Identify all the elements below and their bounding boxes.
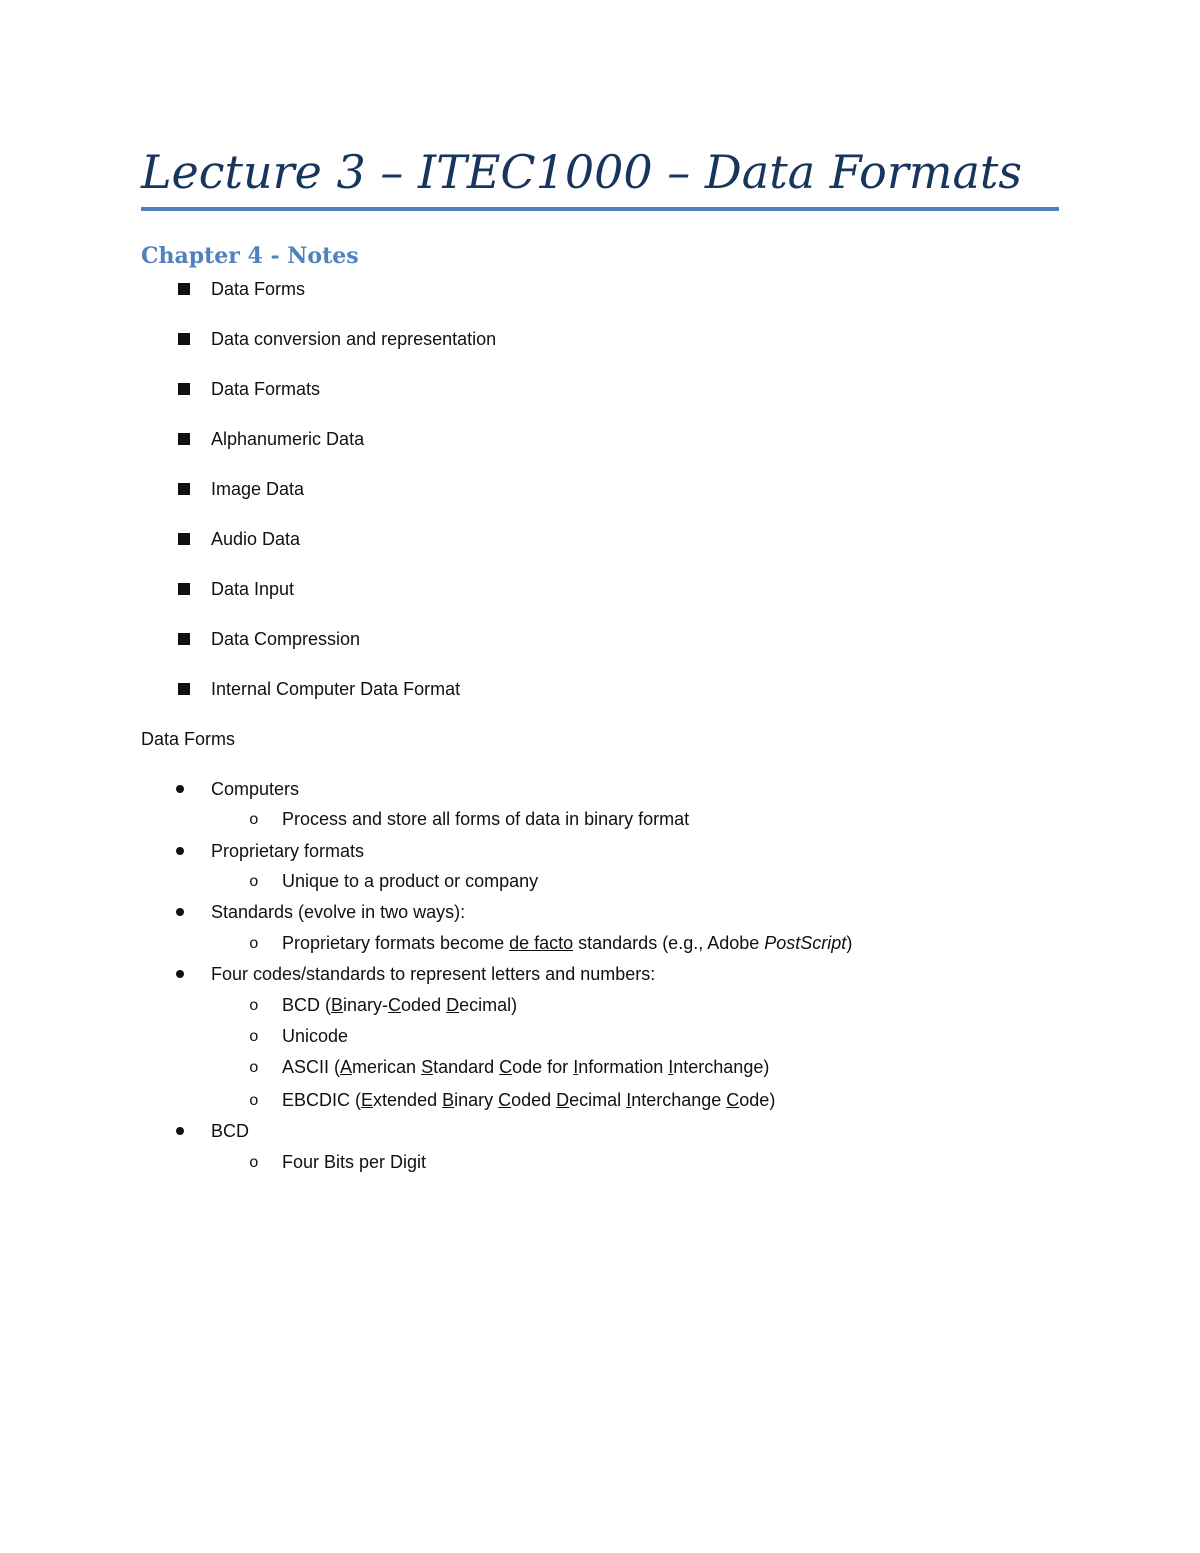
- bullet-label: Standards (evolve in two ways):: [211, 902, 466, 922]
- underlined-letter: C: [388, 995, 402, 1015]
- text-run: ASCII (: [282, 1057, 341, 1077]
- outline-item: [0, 375, 700, 405]
- square-bullet-icon: [178, 683, 190, 695]
- underlined-letter: C: [726, 1090, 740, 1110]
- sub-bullet-label: Unique to a product or company: [282, 871, 539, 891]
- outline-item-label: Data Forms: [211, 279, 306, 299]
- sub-bullet-item-unicode: [0, 1022, 1000, 1052]
- square-bullet-icon: [178, 533, 190, 545]
- sub-bullet-label: [282, 929, 852, 957]
- dot-bullet-icon: [176, 847, 184, 855]
- bullet-item-standards: [0, 898, 900, 928]
- outline-item: [0, 475, 700, 505]
- sub-bullet-item: [0, 929, 1000, 959]
- bullet-item-proprietary-formats: [0, 837, 900, 867]
- dot-bullet-icon: [176, 785, 184, 793]
- text-run: nterchange): [673, 1057, 770, 1077]
- text-run: oded: [511, 1090, 557, 1110]
- outline-item: [0, 675, 700, 705]
- italic-term: PostScript: [764, 933, 847, 953]
- underlined-letter: D: [556, 1090, 570, 1110]
- title-underline-rule: [141, 207, 1059, 211]
- outline-item: [0, 325, 700, 355]
- square-bullet-icon: [178, 433, 190, 445]
- sub-bullet-label: [282, 1086, 775, 1114]
- underlined-letter: B: [442, 1090, 455, 1110]
- circle-bullet-icon: o: [249, 1028, 259, 1046]
- text-run: tandard: [433, 1057, 500, 1077]
- outline-item: [0, 575, 700, 605]
- bullet-item-bcd: [0, 1117, 900, 1147]
- sub-bullet-item: [0, 1148, 1000, 1178]
- underlined-term: de facto: [509, 933, 574, 953]
- text-run: ode for: [512, 1057, 574, 1077]
- underlined-letter: A: [340, 1057, 353, 1077]
- dot-bullet-icon: [176, 908, 184, 916]
- text-run: nterchange: [631, 1090, 727, 1110]
- underlined-letter: D: [446, 995, 460, 1015]
- underlined-letter: C: [498, 1090, 512, 1110]
- bullet-item-four-codes: [0, 960, 900, 990]
- circle-bullet-icon: o: [249, 873, 259, 891]
- sub-bullet-item: [0, 805, 1000, 835]
- outline-item-label: Internal Computer Data Format: [211, 679, 461, 699]
- bullet-label: Computers: [211, 779, 300, 799]
- bullet-item-computers: [0, 775, 900, 805]
- text-run: merican: [352, 1057, 422, 1077]
- square-bullet-icon: [178, 333, 190, 345]
- square-bullet-icon: [178, 483, 190, 495]
- underlined-letter: C: [499, 1057, 513, 1077]
- outline-item: [0, 525, 700, 555]
- outline-item-label: Data conversion and representation: [211, 329, 497, 349]
- sub-bullet-item-bcd: [0, 991, 1000, 1021]
- text-run: standards (e.g., Adobe: [573, 933, 765, 953]
- text-run: inary: [454, 1090, 499, 1110]
- text-run: oded: [401, 995, 447, 1015]
- document-title: Lecture 3 – ITEC1000 – Data Formats: [141, 145, 1022, 199]
- outline-item: [0, 275, 700, 305]
- text-run: BCD (: [282, 995, 331, 1015]
- text-run: Proprietary formats become: [282, 933, 510, 953]
- circle-bullet-icon: o: [249, 935, 259, 953]
- sub-bullet-label: Four Bits per Digit: [282, 1152, 427, 1172]
- circle-bullet-icon: o: [249, 1154, 259, 1172]
- underlined-letter: I: [626, 1090, 632, 1110]
- outline-item-label: Data Formats: [211, 379, 321, 399]
- circle-bullet-icon: o: [249, 811, 259, 829]
- circle-bullet-icon: o: [249, 1092, 259, 1110]
- underlined-letter: I: [573, 1057, 579, 1077]
- text-run: xtended: [373, 1090, 443, 1110]
- section-heading-data-forms: Data Forms: [141, 729, 236, 749]
- outline-item: [0, 425, 700, 455]
- dot-bullet-icon: [176, 970, 184, 978]
- outline-item: [0, 625, 700, 655]
- chapter-heading: Chapter 4 - Notes: [141, 243, 359, 269]
- text-run: inary-: [343, 995, 389, 1015]
- outline-item-label: Data Compression: [211, 629, 361, 649]
- text-run: ): [846, 933, 853, 953]
- sub-bullet-item-ascii: [0, 1053, 1000, 1083]
- circle-bullet-icon: o: [249, 997, 259, 1015]
- sub-bullet-item-ebcdic: [0, 1086, 1000, 1116]
- sub-bullet-label: [282, 1053, 769, 1081]
- outline-item-label: Data Input: [211, 579, 295, 599]
- text-run: ode): [739, 1090, 776, 1110]
- underlined-letter: S: [421, 1057, 434, 1077]
- underlined-letter: I: [668, 1057, 674, 1077]
- text-run: ecimal): [459, 995, 518, 1015]
- outline-item-label: Alphanumeric Data: [211, 429, 365, 449]
- bullet-label: Four codes/standards to represent letters and numbers:: [211, 964, 656, 984]
- bullet-label: BCD: [211, 1121, 250, 1141]
- sub-bullet-label: [282, 991, 517, 1019]
- text-run: ecimal: [569, 1090, 627, 1110]
- sub-bullet-label: Unicode: [282, 1026, 349, 1046]
- text-run: EBCDIC (: [282, 1090, 362, 1110]
- underlined-letter: E: [361, 1090, 374, 1110]
- square-bullet-icon: [178, 633, 190, 645]
- square-bullet-icon: [178, 583, 190, 595]
- outline-item-label: Image Data: [211, 479, 305, 499]
- square-bullet-icon: [178, 383, 190, 395]
- dot-bullet-icon: [176, 1127, 184, 1135]
- bullet-label: Proprietary formats: [211, 841, 365, 861]
- outline-item-label: Audio Data: [211, 529, 301, 549]
- text-run: nformation: [578, 1057, 669, 1077]
- underlined-letter: B: [331, 995, 344, 1015]
- circle-bullet-icon: o: [249, 1059, 259, 1077]
- sub-bullet-label: Process and store all forms of data in binary format: [282, 809, 690, 829]
- sub-bullet-item: [0, 867, 1000, 897]
- square-bullet-icon: [178, 283, 190, 295]
